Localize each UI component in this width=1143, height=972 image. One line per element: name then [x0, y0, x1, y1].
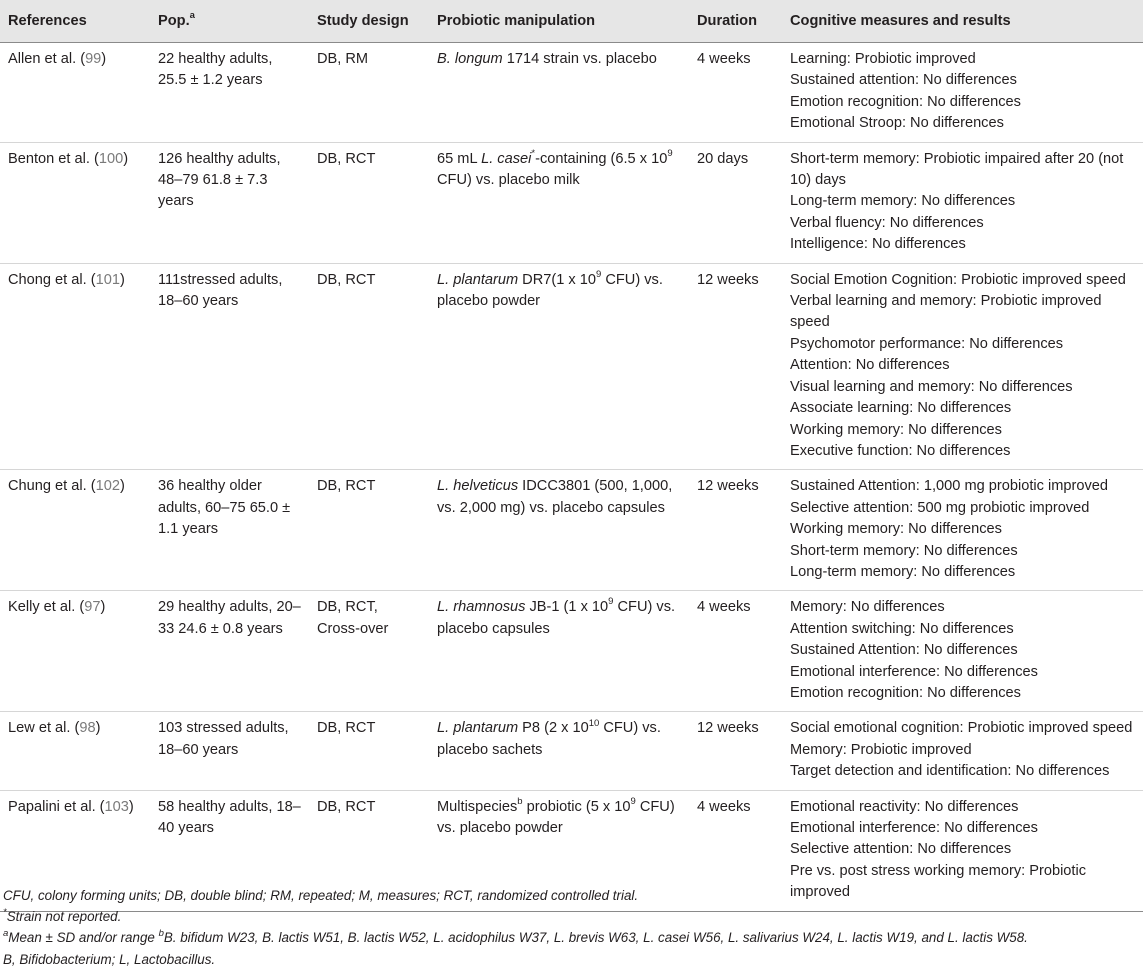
results-cell — [782, 263, 1143, 470]
probiotic-cell: Multispecies$^b$ probiotic (5 x $10^9$ CFU) vs. placebo powder — [429, 790, 689, 911]
footnote-genus: B, Bifidobacterium; L, Lactobacillus. — [3, 951, 216, 967]
citation-link[interactable]: 102 — [95, 478, 120, 495]
population-cell: 29 healthy adults, 20–33 24.6 ± 0.8 years — [150, 591, 309, 712]
reference-cell: Chong et al. (101) — [0, 263, 150, 470]
reference-cell: Chung et al. (102) — [0, 470, 150, 591]
design-cell: DB, RCT — [309, 790, 429, 911]
result-item: Emotional interference: No differences — [790, 663, 1038, 680]
result-item: Selective attention: No differences — [790, 841, 1012, 858]
design-cell: DB, RCT — [309, 470, 429, 591]
result-item: Working memory: No differences — [790, 421, 1002, 438]
reference-cell: Lew et al. (98) — [0, 712, 150, 790]
header-references: References — [0, 0, 150, 43]
duration-cell: 4 weeks — [689, 790, 782, 911]
duration-cell: 4 weeks — [689, 591, 782, 712]
reference-cell: Allen et al. (99) — [0, 43, 150, 143]
citation-link[interactable]: 99 — [85, 51, 102, 67]
duration-cell: 12 weeks — [689, 470, 782, 591]
footnote-marker-a: a — [189, 10, 195, 22]
population-cell: 126 healthy adults, 48–79 61.8 ± 7.3 years — [150, 142, 309, 263]
result-item: Sustained Attention: No differences — [790, 642, 1018, 659]
citation-link[interactable]: 101 — [95, 271, 120, 288]
table-row — [0, 712, 1143, 790]
result-item: Emotional interference: No differences — [790, 820, 1038, 836]
result-item: Intelligence: No differences — [790, 236, 966, 253]
result-item: Memory: Probiotic improved — [790, 741, 972, 758]
results-cell — [782, 43, 1143, 143]
duration-cell: 12 weeks — [689, 263, 782, 470]
result-item: Psychomotor performance: No differences — [790, 335, 1064, 352]
design-cell: DB, RM — [309, 43, 429, 143]
header-population: Pop.$^a$ — [150, 0, 309, 43]
result-item: Working memory: No differences — [790, 521, 1002, 538]
population-cell: 22 healthy adults, 25.5 ± 1.2 years — [150, 43, 309, 143]
probiotic-cell: L. plantarum P8 (2 x $10^{10}$ CFU) vs. placebo sachets — [429, 712, 689, 790]
results-cell — [782, 142, 1143, 263]
reference-cell: Benton et al. (100) — [0, 142, 150, 263]
design-cell: DB, RCT, Cross-over — [309, 591, 429, 712]
footnote-a-b: $^a$Mean ± SD and/or range $^b$B. bifidum W23, B. lactis W51, B. lactis W52, L. acidophilus W37, L. brevis W63, L. casei W56, L. salivarius W24, L. lactis W19, and L. lactis W58. — [3, 927, 1028, 946]
result-item: Emotional reactivity: No differences — [790, 798, 1019, 815]
results-cell — [782, 591, 1143, 712]
results-cell — [782, 712, 1143, 790]
reference-cell: Papalini et al. (103) — [0, 790, 150, 911]
design-cell: DB, RCT — [309, 712, 429, 790]
result-item: Selective attention: 500 mg probiotic improved — [790, 499, 1090, 516]
header-results: Cognitive measures and results — [782, 0, 1143, 43]
probiotic-cell: 65 mL L. casei*-containing (6.5 x $10^9$ CFU) vs. placebo milk — [429, 142, 689, 263]
table-row — [0, 263, 1143, 470]
table-header — [0, 0, 1143, 43]
results-cell — [782, 470, 1143, 591]
population-cell: 36 healthy older adults, 60–75 65.0 ± 1.1 years — [150, 470, 309, 591]
result-item: Social emotional cognition: Probiotic improved speed — [790, 720, 1133, 737]
table-footnotes — [0, 885, 1133, 970]
population-cell: 103 stressed adults, 18–60 years — [150, 712, 309, 790]
citation-link[interactable]: 97 — [84, 599, 101, 616]
result-item: Long-term memory: No differences — [790, 563, 1016, 580]
result-item: Social Emotion Cognition: Probiotic improved speed — [790, 271, 1126, 288]
probiotic-cell: B. longum 1714 strain vs. placebo — [429, 43, 689, 143]
result-item: Target detection and identification: No differences — [790, 763, 1110, 780]
result-item: Memory: No differences — [790, 599, 945, 616]
citation-link[interactable]: 100 — [98, 150, 124, 167]
citation-link[interactable]: 103 — [104, 798, 129, 815]
result-item: Verbal fluency: No differences — [790, 214, 984, 231]
result-item: Attention: No differences — [790, 357, 950, 374]
table-row — [0, 470, 1143, 591]
table-row — [0, 43, 1143, 143]
result-item: Attention switching: No differences — [790, 620, 1014, 637]
duration-cell: 12 weeks — [689, 712, 782, 790]
result-item: Emotion recognition: No differences — [790, 684, 1021, 701]
result-item: Executive function: No differences — [790, 442, 1011, 459]
header-probiotic: Probiotic manipulation — [429, 0, 689, 43]
header-row — [0, 0, 1143, 43]
probiotic-cell: L. plantarum DR7(1 x $10^9$ CFU) vs. placebo powder — [429, 263, 689, 470]
duration-cell: 4 weeks — [689, 43, 782, 143]
result-item: Associate learning: No differences — [790, 400, 1012, 417]
result-item: Emotional Stroop: No differences — [790, 115, 1004, 132]
population-cell: 111stressed adults, 18–60 years — [150, 263, 309, 470]
footnote-abbreviations: CFU, colony forming units; DB, double blind; RM, repeated; M, measures; RCT, randomized controlled trial. — [3, 888, 639, 903]
header-duration: Duration — [689, 0, 782, 43]
result-item: Short-term memory: No differences — [790, 542, 1018, 559]
result-item: Emotion recognition: No differences — [790, 93, 1021, 110]
result-item: Sustained Attention: 1,000 mg probiotic improved — [790, 478, 1109, 495]
citation-link[interactable]: 98 — [79, 720, 96, 737]
population-cell: 58 healthy adults, 18–40 years — [150, 790, 309, 911]
result-item: Verbal learning and memory: Probiotic improved speed — [790, 293, 1102, 331]
probiotic-cell: L. helveticus IDCC3801 (500, 1,000, vs. 2,000 mg) vs. placebo capsules — [429, 470, 689, 591]
design-cell: DB, RCT — [309, 263, 429, 470]
table-row — [0, 142, 1143, 263]
header-study-design: Study design — [309, 0, 429, 43]
design-cell: DB, RCT — [309, 142, 429, 263]
result-item: Visual learning and memory: No differences — [790, 378, 1073, 395]
duration-cell: 20 days — [689, 142, 782, 263]
table-body — [0, 43, 1143, 912]
reference-cell: Kelly et al. (97) — [0, 591, 150, 712]
table-row — [0, 591, 1143, 712]
result-item: Sustained attention: No differences — [790, 72, 1017, 89]
result-item: Pre vs. post stress working memory: Probiotic improved — [790, 862, 1087, 901]
result-item: Short-term memory: Probiotic impaired after 20 (not 10) days — [790, 150, 1124, 189]
footnote-strain: *Strain not reported. — [3, 906, 122, 925]
result-item: Learning: Probiotic improved — [790, 51, 976, 67]
result-item: Long-term memory: No differences — [790, 193, 1016, 210]
probiotic-cell: L. rhamnosus JB-1 (1 x $10^9$ CFU) vs. placebo capsules — [429, 591, 689, 712]
